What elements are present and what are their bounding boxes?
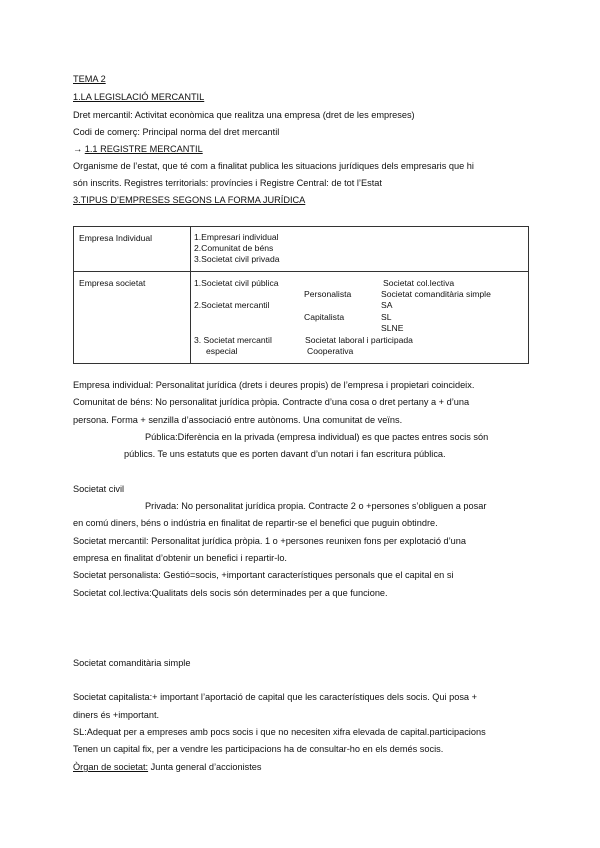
heading-comanditaria-simple: Societat comanditària simple [73,658,191,668]
row-label-societat: Empresa societat [79,278,146,288]
organ-value: Junta general d’accionistes [148,762,262,772]
organ-label: Òrgan de societat: [73,762,149,772]
list-item: 2.Societat mercantil [194,300,270,310]
paragraph-codi-comerc: Codi de comerç: Principal norma del dret mercantil [73,127,280,137]
definition-capitalista-line1: Societat capitalista:+ important l’aportació de capital que les característiques dels socis. Qui posa + [73,692,477,702]
subsection-title: 1.1 REGISTRE MERCANTIL [84,144,203,154]
list-item: Societat comanditària simple [381,289,491,299]
list-item: SA [381,300,393,310]
definition-mercantil-line1: Societat mercantil: Personalitat jurídica pròpia. 1 o +persones reunixen fons per explotació d’una [73,536,466,546]
table-row [74,272,529,364]
section-heading-tipus: 3.TIPUS D’EMPRESES SEGONS LA FORMA JURÍDICA [73,195,306,205]
definition-personalista: Societat personalista: Gestió=socis, +important característiques personals que el capital en si [73,570,454,580]
definition-empresa-individual: Empresa individual: Personalitat jurídica (drets i deures propis) de l’empresa i propietari coincideix. [73,380,475,390]
list-item: 3. Societat mercantil [194,335,272,345]
paragraph-dret-mercantil: Dret mercantil: Activitat econòmica que realitza una empresa (dret de les empreses) [73,110,415,120]
list-item: SL [381,312,392,322]
heading-societat-civil: Societat civil [73,484,125,494]
row-label-individual: Empresa Individual [79,233,153,243]
list-item: 2.Comunitat de béns [194,243,274,253]
list-item: Cooperativa [307,346,354,356]
subsection-heading-registre [73,143,203,155]
category-label: Capitalista [304,312,345,322]
definition-sl-line2: Tenen un capital fix, per a vendre les participacions ha de consultar-ho en els demés socis. [73,744,444,754]
table-cell-label [74,227,191,272]
list-item: SLNE [381,323,404,333]
table-row [74,227,529,272]
definition-publica-line1: Pública:Diferència en la privada (empresa individual) es que pactes entres socis són [145,432,489,442]
section-heading-legislacio: 1.LA LEGISLACIÓ MERCANTIL [73,92,205,102]
definition-privada-line1: Privada: No personalitat jurídica propia. Contracte 2 o +persones s’obliguen a posar [145,501,487,511]
definition-sl-line1: SL:Adequat per a empreses amb pocs socis i que no necesiten xifra elevada de capital.participacions [73,727,486,737]
list-item: Societat col.lectiva [383,278,455,288]
paragraph-organisme-line2: són inscrits. Registres territorials: províncies i Registre Central: de tot l’Estat [73,178,382,188]
list-item: 3.Societat civil privada [194,254,280,264]
list-item: 1.Societat civil pública [194,278,279,288]
definition-comunitat-bens-line1: Comunitat de béns: No personalitat jurídica pròpia. Contracte d’una cosa o dret pertany a + d’una [73,397,470,407]
table-cell-content [191,227,529,272]
topic-title: TEMA 2 [73,74,106,84]
definition-mercantil-line2: empresa en finalitat d’obtenir un benefici i repartir-lo. [73,553,287,563]
paragraph-organisme-line1: Organisme de l’estat, que té com a finalitat publica les situacions jurídiques dels empresaris que hi [73,161,474,171]
definition-publica-line2: públics. Te uns estatuts que es porten davant d’un notari i fan escritura pública. [124,449,446,459]
definition-col-lectiva: Societat col.lectiva:Qualitats dels socis són determinades per a que funcione. [73,588,388,598]
table-cell-label [74,272,191,364]
definition-comunitat-bens-line2: persona. Forma + senzilla d’associació entre autònoms. Una comunitat de veïns. [73,415,403,425]
arrow-icon: → [73,144,83,154]
list-item: especial [206,346,238,356]
category-label: Personalista [304,289,352,299]
definition-capitalista-line2: diners és +important. [73,710,160,720]
definition-organ-societat [73,761,261,773]
table-cell-content [191,272,529,364]
definition-privada-line2: en comú diners, béns o indústria en finalitat de repartir-se el benefici que puguin obtindre. [73,518,438,528]
list-item: 1.Empresari individual [194,232,279,242]
company-types-table [73,226,529,364]
list-item: Societat laboral i participada [305,335,413,345]
